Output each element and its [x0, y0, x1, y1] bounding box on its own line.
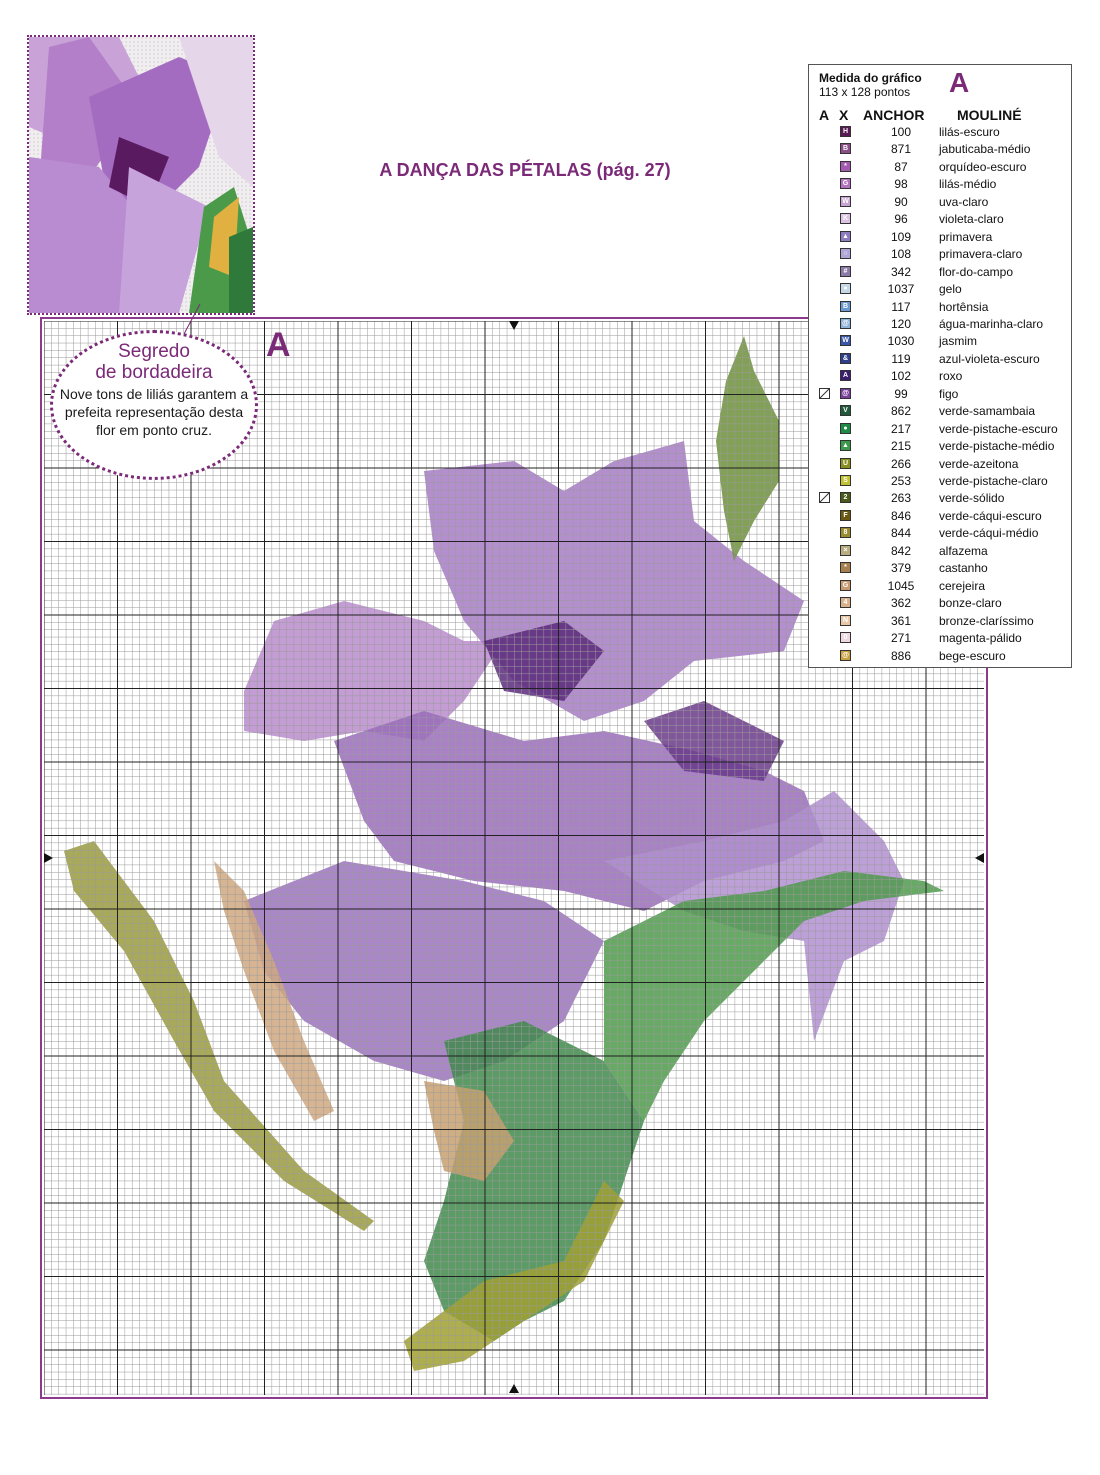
thread-swatch: N [840, 615, 851, 626]
legend-row [809, 281, 1071, 298]
legend-row [809, 595, 1071, 612]
mouline-name: roxo [939, 369, 963, 384]
anchor-number: 271 [890, 631, 912, 646]
thread-swatch: W [840, 196, 851, 207]
thread-swatch: 4 [840, 597, 851, 608]
legend-row [809, 299, 1071, 316]
thread-swatch: ▲ [840, 440, 851, 451]
legend-row [809, 211, 1071, 228]
anchor-number: 342 [890, 264, 912, 279]
mouline-name: azul-violeta-escuro [939, 351, 1040, 366]
pattern-region [716, 336, 779, 561]
thread-swatch: K [840, 213, 851, 224]
thread-swatch: @ [840, 650, 851, 661]
legend-row [809, 473, 1071, 490]
mouline-name: verde-pistache-escuro [939, 421, 1058, 436]
mouline-name: verde-samambaia [939, 404, 1036, 419]
legend-row [809, 543, 1071, 560]
thread-legend [808, 64, 1072, 668]
anchor-number: 266 [890, 456, 912, 471]
anchor-number: 109 [890, 229, 912, 244]
mouline-name: bege-escuro [939, 648, 1006, 663]
mouline-name: verde-cáqui-médio [939, 526, 1039, 541]
thread-swatch: B [840, 143, 851, 154]
mouline-name: violeta-claro [939, 212, 1004, 227]
legend-col-mouline: MOULINÉ [957, 107, 1022, 123]
anchor-number: 215 [890, 439, 912, 454]
anchor-number: 98 [894, 177, 908, 192]
legend-row [809, 648, 1071, 665]
thread-swatch: ▲ [840, 231, 851, 242]
thread-swatch: B [840, 301, 851, 312]
mouline-name: alfazema [939, 543, 988, 558]
mouline-name: jasmim [939, 334, 977, 349]
legend-row [809, 124, 1071, 141]
legend-col-anchor: ANCHOR [863, 107, 925, 123]
legend-row [809, 490, 1071, 507]
anchor-number: 844 [890, 526, 912, 541]
anchor-number: 846 [890, 508, 912, 523]
thread-swatch: * [840, 562, 851, 573]
thread-swatch: U [840, 458, 851, 469]
legend-row [809, 456, 1071, 473]
legend-row [809, 316, 1071, 333]
center-arrow-top [509, 321, 519, 330]
legend-row [809, 421, 1071, 438]
anchor-number: 90 [894, 194, 908, 209]
mouline-name: hortênsia [939, 299, 989, 314]
legend-row [809, 525, 1071, 542]
mouline-name: verde-pistache-claro [939, 474, 1048, 488]
legend-row [809, 351, 1071, 368]
anchor-number: 362 [890, 596, 912, 611]
anchor-number: 117 [891, 299, 911, 314]
bubble-connector [180, 300, 220, 340]
thread-swatch: & [840, 353, 851, 364]
mouline-name: magenta-pálido [939, 631, 1022, 646]
mouline-name: jabuticaba-médio [939, 142, 1031, 157]
thread-swatch: × [840, 545, 851, 556]
mouline-name: lilás-médio [939, 177, 997, 192]
anchor-number: 102 [890, 369, 912, 384]
legend-row [809, 438, 1071, 455]
thread-swatch: H [840, 126, 851, 137]
mouline-name: lilás-escuro [939, 125, 1000, 139]
thread-swatch: ○ [840, 248, 851, 259]
anchor-number: 1037 [887, 282, 915, 297]
anchor-number: 379 [890, 561, 912, 576]
mouline-name: verde-cáqui-escuro [939, 508, 1042, 523]
anchor-number: 871 [890, 142, 912, 157]
anchor-number: 862 [890, 404, 912, 419]
anchor-number: 361 [890, 613, 912, 628]
anchor-number: 100 [890, 125, 912, 139]
thread-swatch: @ [840, 388, 851, 399]
thread-swatch: A [840, 370, 851, 381]
legend-row [809, 141, 1071, 158]
mouline-name: verde-sólido [939, 491, 1005, 506]
page-title: A DANÇA DAS PÉTALAS (pág. 27) [379, 160, 671, 180]
legend-row [809, 194, 1071, 211]
thread-swatch: W [840, 335, 851, 346]
mouline-name: uva-claro [939, 194, 989, 209]
thread-swatch: 0 [840, 632, 851, 643]
mouline-name: figo [939, 386, 959, 401]
embroiderer-secret-bubble [50, 330, 258, 480]
half-stitch-icon [819, 492, 830, 503]
thread-swatch: # [840, 266, 851, 277]
thread-swatch: 2 [840, 492, 851, 503]
mouline-name: bronze-claríssimo [939, 613, 1034, 628]
mouline-name: verde-pistache-médio [939, 439, 1055, 454]
legend-row [809, 560, 1071, 577]
mouline-name: orquídeo-escuro [939, 159, 1027, 174]
anchor-number: 1045 [887, 578, 915, 593]
legend-row [809, 508, 1071, 525]
mouline-name: primavera-claro [939, 247, 1023, 262]
legend-col-x: X [839, 107, 849, 123]
anchor-number: 120 [890, 316, 912, 331]
legend-size-label: Medida do gráfico [819, 71, 922, 85]
anchor-number: 87 [894, 159, 908, 174]
secret-body: Nove tons de liliás garantem a prefeita representação desta flor em ponto cruz. [59, 386, 249, 438]
thread-swatch: ● [840, 423, 851, 434]
legend-size-value: 113 x 128 pontos [819, 85, 911, 99]
legend-col-a: A [819, 107, 830, 123]
anchor-number: 253 [890, 474, 912, 488]
legend-row [809, 368, 1071, 385]
center-arrow-bottom [509, 1384, 519, 1393]
chart-letter: A [266, 326, 291, 364]
secret-heading-line-1: Segredo [118, 341, 190, 362]
thread-swatch: S [840, 475, 851, 486]
mouline-name: bonze-claro [939, 596, 1002, 611]
stitched-preview-photo [27, 35, 255, 315]
legend-letter: A [949, 67, 970, 98]
legend-row [809, 159, 1071, 176]
legend-row [809, 403, 1071, 420]
legend-row [809, 578, 1071, 595]
mouline-name: gelo [939, 282, 962, 297]
mouline-name: água-marinha-claro [939, 316, 1044, 331]
mouline-name: castanho [939, 561, 988, 576]
mouline-name: verde-azeitona [939, 456, 1019, 471]
thread-swatch: ● [840, 283, 851, 294]
legend-row [809, 613, 1071, 630]
legend-row [809, 264, 1071, 281]
stitched-preview-image [29, 37, 253, 313]
half-stitch-icon [819, 388, 830, 399]
anchor-number: 263 [890, 491, 912, 506]
secret-heading-line-2: de bordadeira [95, 362, 213, 383]
mouline-name: flor-do-campo [939, 264, 1014, 279]
legend-row [809, 229, 1071, 246]
mouline-name: cerejeira [939, 578, 986, 593]
legend-row [809, 386, 1071, 403]
anchor-number: 96 [894, 212, 908, 227]
legend-row [809, 176, 1071, 193]
legend-row [809, 246, 1071, 263]
anchor-number: 99 [894, 386, 908, 401]
center-arrow-right [975, 853, 984, 863]
thread-swatch: G [840, 178, 851, 189]
thread-swatch: G [840, 580, 851, 591]
anchor-number: 119 [891, 351, 911, 366]
thread-swatch: F [840, 510, 851, 521]
thread-swatch: * [840, 161, 851, 172]
anchor-number: 108 [890, 247, 912, 262]
thread-swatch: V [840, 405, 851, 416]
thread-swatch: 8 [840, 527, 851, 538]
anchor-number: 842 [890, 543, 912, 558]
center-arrow-left [44, 853, 53, 863]
mouline-name: primavera [939, 229, 993, 244]
legend-row [809, 333, 1071, 350]
anchor-number: 217 [890, 421, 912, 436]
thread-swatch: @ [840, 318, 851, 329]
legend-row [809, 630, 1071, 647]
anchor-number: 886 [890, 648, 912, 663]
anchor-number: 1030 [887, 334, 915, 349]
